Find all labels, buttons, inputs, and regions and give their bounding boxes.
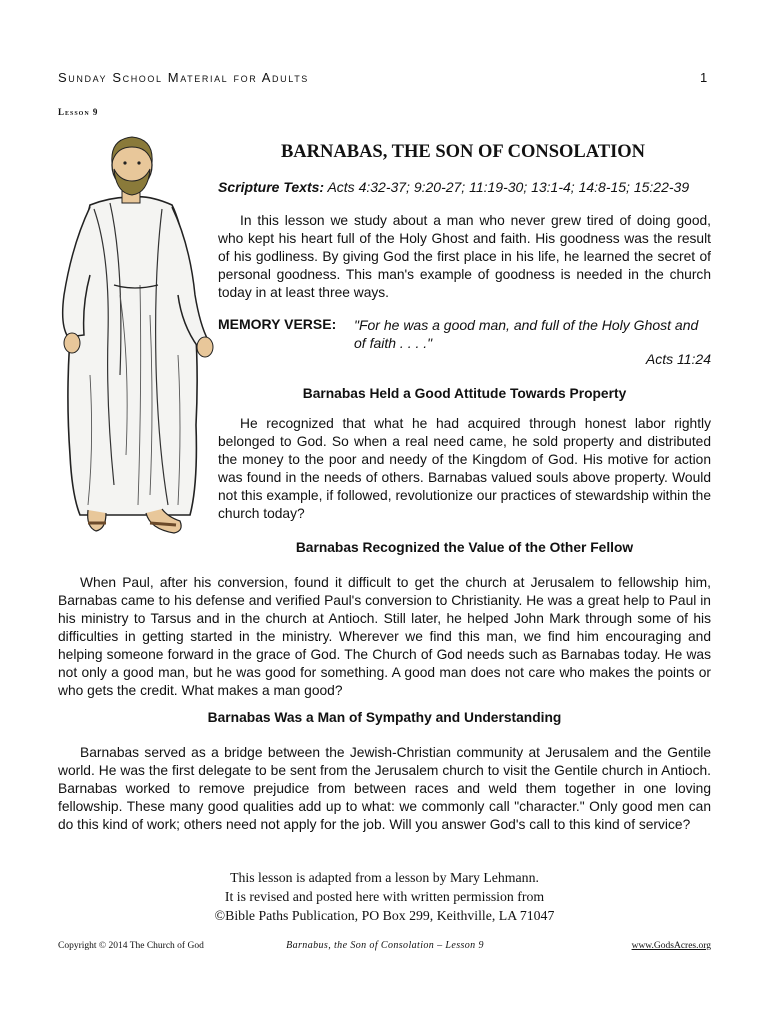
section-heading: Barnabas Recognized the Value of the Other Fellow [295, 540, 634, 555]
credit-line: It is revised and posted here with written permission from [224, 889, 545, 904]
section-body: He recognized that what he had acquired through honest labor rightly belonged to God. So when a real need came, he sold property and distributed the money to the poor and needy of the Kingdom of God. His motive for action was found in the needs of others. Barnabas valued souls above property. Would not this example, if followed, revolutionize our practices of stewardship within the church today? [218, 416, 711, 521]
memory-verse-text: "For he was a good man, and full of the Holy Ghost and of faith . . . ." [354, 317, 699, 351]
memory-verse-label: MEMORY VERSE: [218, 316, 337, 332]
footer-lesson-title: Barnabus, the Son of Consolation – Lesson 9 [286, 940, 484, 951]
running-header-title: Sunday School Material for Adults [58, 70, 309, 85]
memory-verse-reference: Acts 11:24 [645, 351, 711, 367]
lesson-number: Lesson 9 [58, 107, 99, 117]
page-number: 1 [700, 70, 708, 85]
credit-notice [58, 868, 711, 925]
credit-line: This lesson is adapted from a lesson by Mary Lehmann. [230, 870, 539, 885]
scripture-refs: Acts 4:32-37; 9:20-27; 11:19-30; 13:1-4; 14:8-15; 15:22-39 [324, 179, 690, 195]
scripture-texts [218, 179, 713, 195]
section-heading: Barnabas Was a Man of Sympathy and Understanding [207, 710, 562, 725]
footer-website-link[interactable]: www.GodsAcres.org [631, 941, 711, 951]
section-body: When Paul, after his conversion, found it difficult to get the church at Jerusalem to fellowship him, Barnabas came to his defense and verified Paul's conversion to Christianity. He was a great help to Paul in his ministry to Tarsus and in the church at Antioch. Still later, he helped John Mark through some of his difficulties in getting started in the ministry. Wherever we find this man, we find him encouraging and helping someone forward in the grace of God. The Church of God needs such as Barnabas today. He was not only a good man, but he was good for something. A good man does not care who makes the points or who gets the credit. What makes a man good? [58, 575, 711, 698]
lesson-title: BARNABAS, THE SON OF CONSOLATION [280, 142, 646, 162]
scripture-label: Scripture Texts: [218, 179, 325, 195]
credit-line: ©Bible Paths Publication, PO Box 299, Keithville, LA 71047 [214, 908, 555, 923]
footer-copyright: Copyright © 2014 The Church of God [58, 941, 204, 951]
section-heading: Barnabas Held a Good Attitude Towards Property [302, 386, 627, 401]
section-body: Barnabas served as a bridge between the Jewish-Christian community at Jerusalem and the Gentile world. He was the first delegate to be sent from the Jerusalem church to visit the Gentile church in Antioch. Barnabas worked to remove prejudice from between races and weld them together in one loving fellowship. These many good qualities add up to what: we commonly call "character." Only good men can do this kind of work; others need not apply for the job. Will you answer God's call to this kind of service? [58, 745, 711, 832]
robed-man-figure-icon [50, 125, 220, 545]
intro-paragraph: In this lesson we study about a man who never grew tired of doing good, who kept his heart full of the Holy Ghost and faith. His goodness was the result of his godliness. By giving God the first place in his life, he learned the secret of personal goodness. This man's example of goodness is needed in the church today in at least three ways. [218, 213, 711, 300]
